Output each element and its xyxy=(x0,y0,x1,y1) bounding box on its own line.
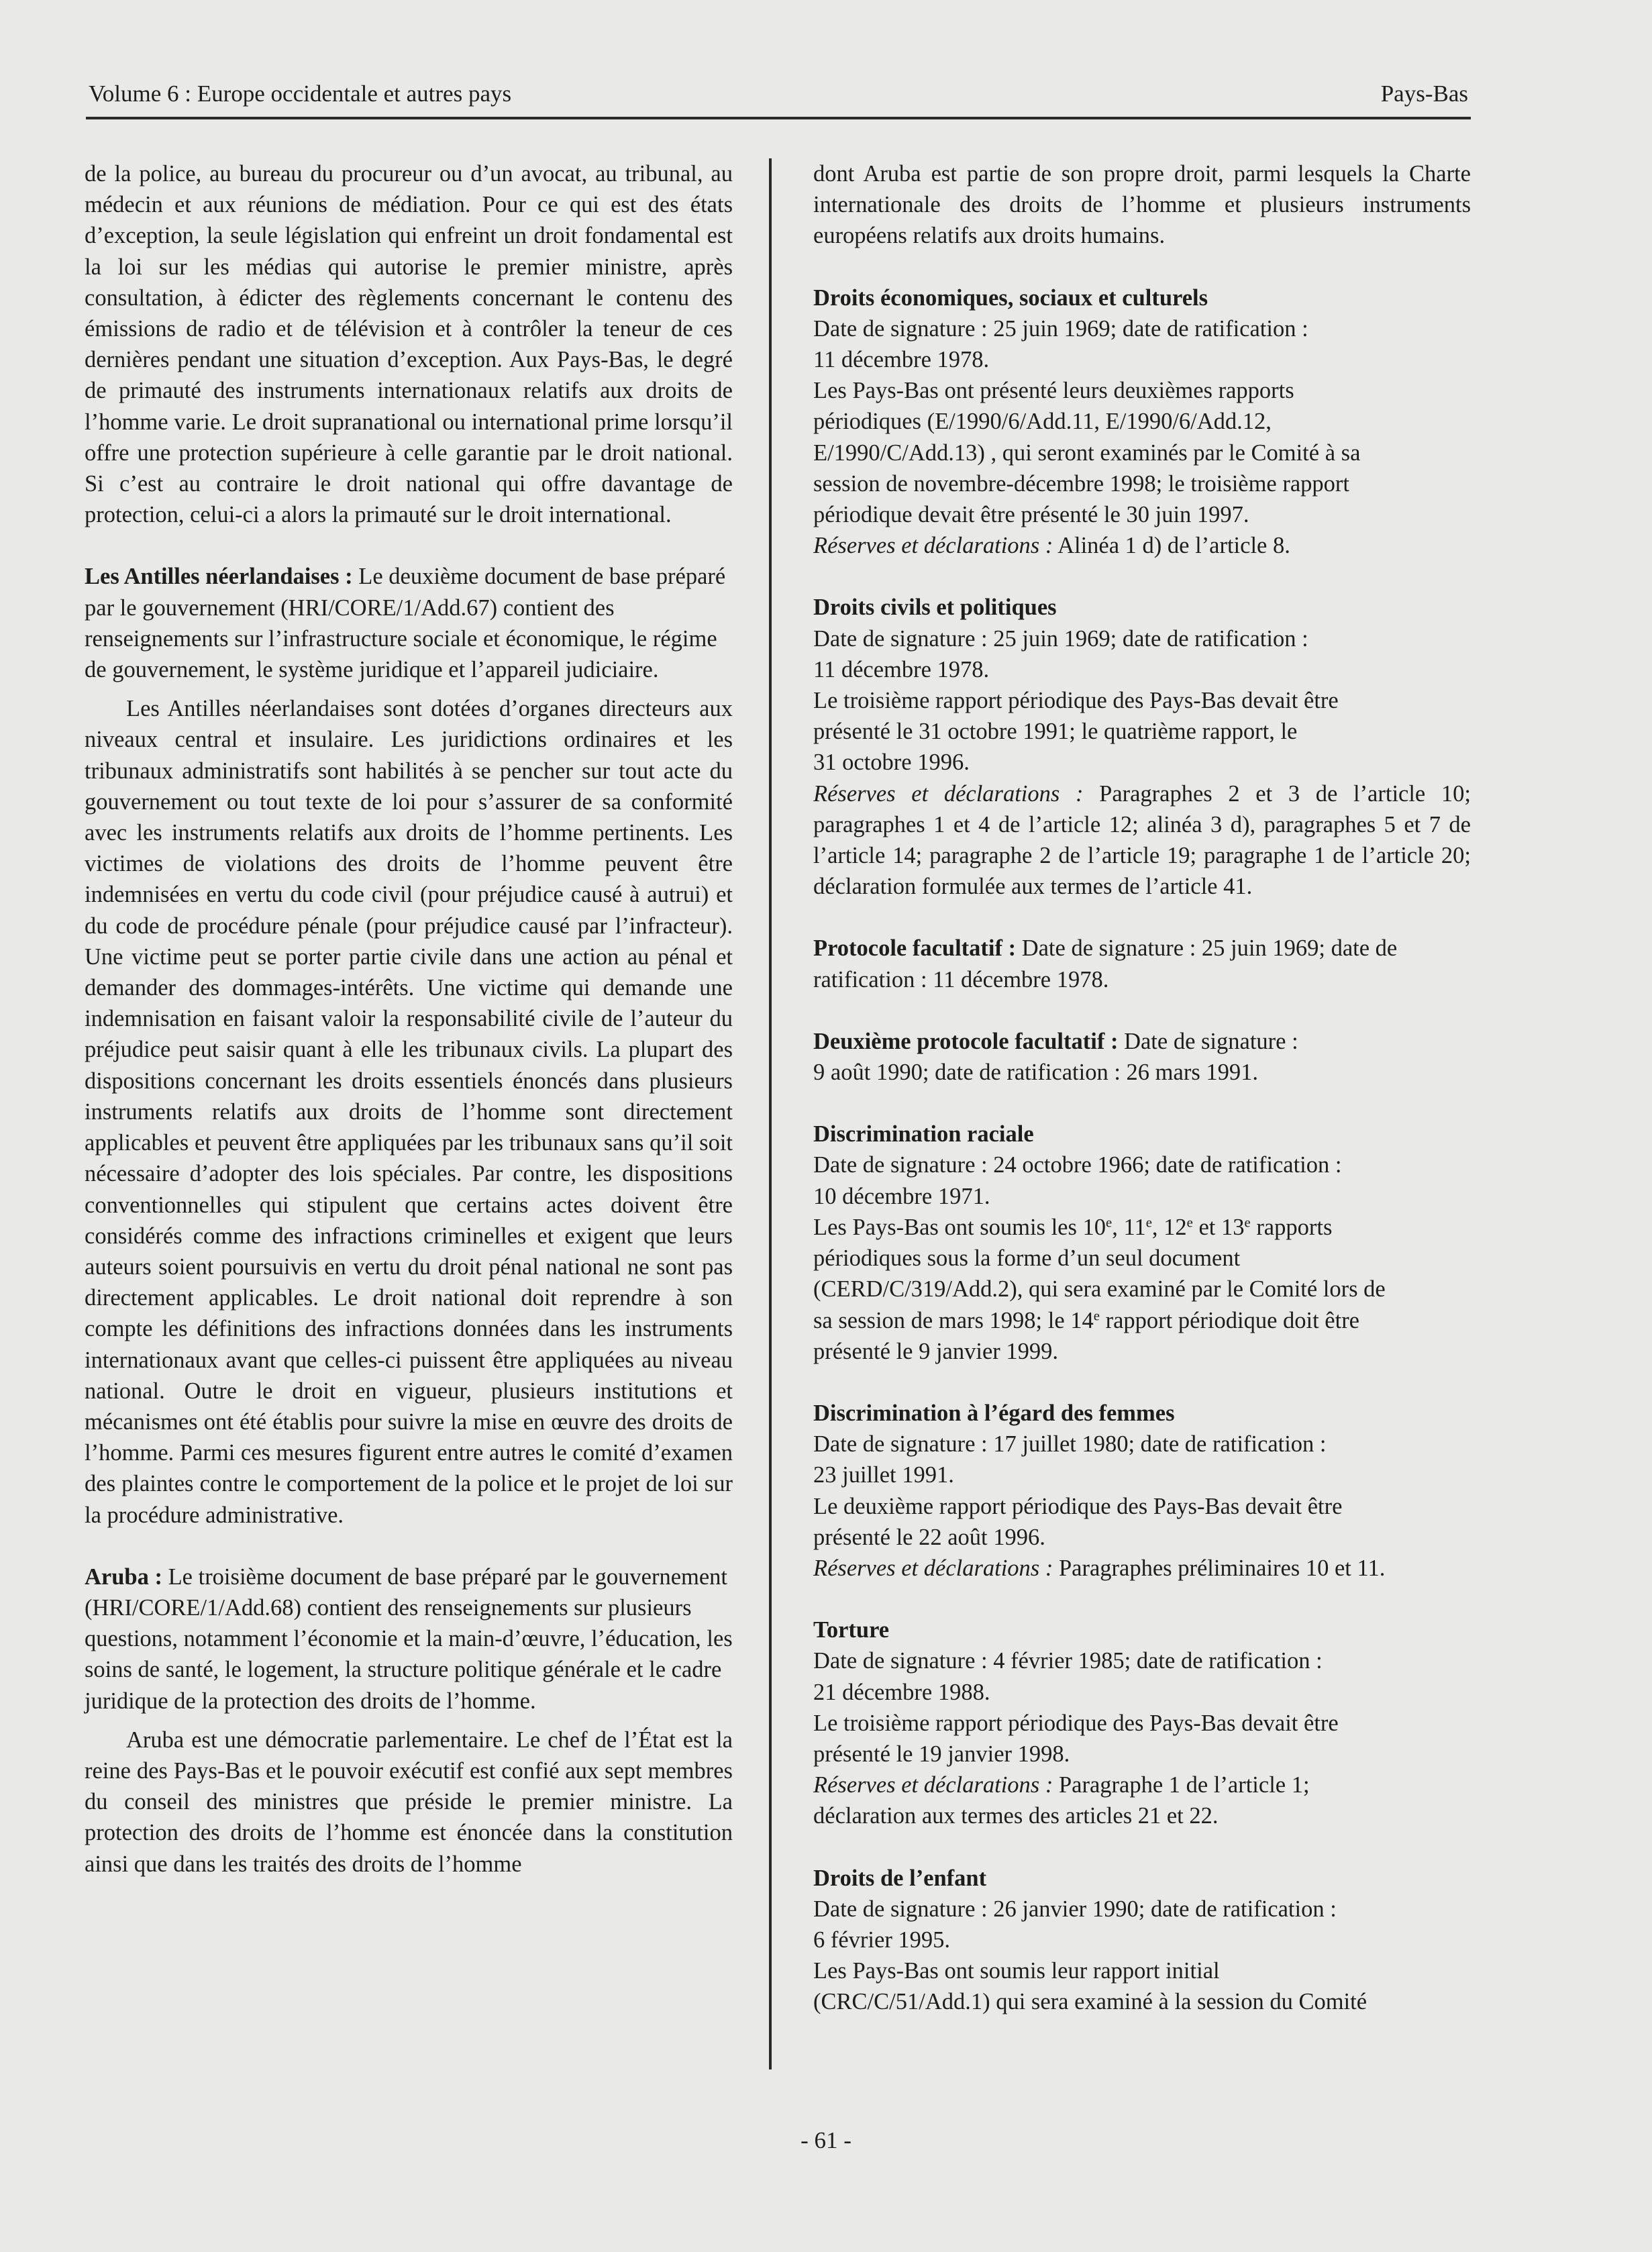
section-heading: Torture xyxy=(813,1617,890,1643)
paragraph-aruba-continued: dont Aruba est partie de son propre droit, parmi lesquels la Charte internationale des droits de l’homme et plusieurs instruments européens relatifs aux droits humains. xyxy=(813,161,1471,249)
page-number: - 61 - xyxy=(801,2127,851,2153)
section-heading: Droits économiques, sociaux et culturels xyxy=(813,285,1208,311)
section-torture: Torture Date de signature : 4 février 1985; date de ratification : 21 décembre 1988. Le troisième rapport périodique des Pays-Bas devait être présenté le 19 janvier 1998. Réserves et déclarations : Paragraphe 1 de l’article 1; déclaration aux termes des articles 21 et 22. xyxy=(813,1617,1339,1829)
section-heading: Deuxième protocole facultatif : xyxy=(813,1028,1119,1054)
header-volume-title: Volume 6 : Europe occidentale et autres pays xyxy=(89,81,512,107)
section-discrimination-women: Discrimination à l’égard des femmes Date de signature : 17 juillet 1980; date de ratification : 23 juillet 1991. Le deuxième rapport périodique des Pays-Bas devait être présenté le 22 août 1996. Réserves et déclarations : Paragraphes préliminaires 10 et 11. xyxy=(813,1400,1386,1581)
aruba-heading: Aruba : xyxy=(85,1564,162,1590)
paragraph-aruba-body: Aruba est une démocratie parlementaire. Le chef de l’État est la reine des Pays-Bas et le pouvoir exécutif est confié aux sept membres du conseil des ministres que préside le premier ministre. La protection des droits de l’homme est énoncée dans la constitution ainsi que dans les traités des droits de l’homme xyxy=(85,1727,733,1877)
reservations-label: Réserves et déclarations : xyxy=(813,1555,1053,1581)
right-column xyxy=(813,158,1471,2018)
section-child-rights: Droits de l’enfant Date de signature : 26 janvier 1990; date de ratification : 6 février 1995. Les Pays-Bas ont soumis leur rapport initial (CRC/C/51/Add.1) qui sera examiné à la session du Comité xyxy=(813,1865,1367,2015)
paragraph-police: de la police, au bureau du procureur ou d’un avocat, au tribunal, au médecin et aux réunions de médiation. Pour ce qui est des états d’exception, la seule législation qui enfreint un droit fondamental est la loi sur les médias qui autorise le premier ministre, après consultation, à édicter des règlements concernant le contenu des émissions de radio et de télévision et à contrôler la teneur de ces dernières pendant une situation d’exception. Aux Pays-Bas, le degré de primauté des instruments internationaux relatifs aux droits de l’homme varie. Le droit supranational ou international prime lorsqu’il offre une protection supérieure à celle garantie par le droit national. Si c’est au contraire le droit national qui offre davantage de protection, celui-ci a alors la primauté sur le droit international. xyxy=(85,161,733,528)
section-economic-rights: Droits économiques, sociaux et culturels Date de signature : 25 juin 1969; date de ratification : 11 décembre 1978. Les Pays-Bas ont présenté leurs deuxièmes rapports périodiques (E/1990/6/Add.11, E/1990/6/Add.12, E/1990/C/Add.13) , qui seront examinés par le Comité à sa session de novembre-décembre 1998; le troisième rapport périodique devait être présenté le 30 juin 1997. Réserves et déclarations : Alinéa 1 d) de l’article 8. xyxy=(813,285,1361,559)
reservations-label: Réserves et déclarations : xyxy=(813,780,1084,807)
section-heading: Protocole facultatif : xyxy=(813,935,1017,962)
section-second-optional-protocol: Deuxième protocole facultatif : Date de signature : 9 août 1990; date de ratification : 26 mars 1991. xyxy=(813,1028,1298,1086)
paragraph-aruba-intro: Aruba : Le troisième document de base préparé par le gouvernement (HRI/CORE/1/Add.68) contient des renseignements sur plusieurs questions, notamment l’économie et la main-d’œuvre, l’éducation, les soins de santé, le logement, la structure politique générale et le cadre juridique de la protection des droits de l’homme. xyxy=(85,1564,733,1714)
section-heading: Droits de l’enfant xyxy=(813,1865,987,1891)
section-optional-protocol: Protocole facultatif : Date de signature : 25 juin 1969; date de ratification : 11 décembre 1978. xyxy=(813,935,1398,992)
reservations-label: Réserves et déclarations : xyxy=(813,533,1053,559)
reservations-label: Réserves et déclarations : xyxy=(813,1772,1053,1798)
column-divider xyxy=(769,158,772,2069)
header-rule xyxy=(86,117,1471,119)
section-heading: Droits civils et politiques xyxy=(813,595,1057,621)
antilles-heading: Les Antilles néerlandaises : xyxy=(85,564,353,590)
section-heading: Discrimination à l’égard des femmes xyxy=(813,1400,1175,1426)
section-racial-discrimination: Discrimination raciale Date de signature : 24 octobre 1966; date de ratification : 10 décembre 1971. Les Pays-Bas ont soumis les 10e, 11e, 12e et 13e rapports périodiques sous la forme d’un seul document (CERD/C/319/Add.2), qui sera examiné par le Comité lors de sa session de mars 1998; le 14e rapport périodique doit être présenté le 9 janvier 1999. xyxy=(813,1121,1386,1364)
paragraph-antilles-intro: Les Antilles néerlandaises : Le deuxième document de base préparé par le gouvernement (HRI/CORE/1/Add.67) contient des renseignements sur l’infrastructure sociale et économique, le régime de gouvernement, le système juridique et l’appareil judiciaire. xyxy=(85,564,726,683)
section-heading: Discrimination raciale xyxy=(813,1121,1034,1147)
section-civil-political-rights: Droits civils et politiques Date de signature : 25 juin 1969; date de ratification : 11 décembre 1978. Le troisième rapport périodique des Pays-Bas devait être présenté le 31 octobre 1991; le quatrième rapport, le 31 octobre 1996. Réserves et déclarations : Paragraphes 2 et 3 de l’article 10; paragraphes 1 et 4 de l’article 12; alinéa 3 d), paragraphes 5 et 7 de l’article 14; paragraphe 2 de l’article 19; paragraphe 1 de l’article 20; déclaration formulée aux termes de l’article 41. xyxy=(813,595,1471,900)
paragraph-antilles-body: Les Antilles néerlandaises sont dotées d’organes directeurs aux niveaux central et insulaire. Les juridictions ordinaires et les tribunaux administratifs sont habilités à se pencher sur tout acte du gouvernement ou tout texte de loi pour s’assurer de sa conformité avec les instruments relatifs aux droits de l’homme pertinents. Les victimes de violations des droits de l’homme peuvent être indemnisées en vertu du code civil (pour préjudice causé à autrui) et du code de procédure pénale (pour préjudice causé par l’infracteur). Une victime peut se porter partie civile dans une action au pénal et demander des dommages-intérêts. Une victime qui demande une indemnisation en faisant valoir la responsabilité civile de l’auteur du préjudice peut saisir quant à elle les tribunaux civils. La plupart des dispositions concernant les droits essentiels énoncés dans plusieurs instruments relatifs aux droits de l’homme sont directement applicables et peuvent être appliquées par les tribunaux sans qu’il soit nécessaire d’adopter des lois spéciales. Par contre, les dispositions conventionnelles qui stipulent que certains actes doivent être considérés comme des infractions criminelles et exigent que leurs auteurs soient poursuivis en vertu du droit pénal national ne sont pas directement applicables. Le droit national doit reprendre à son compte les définitions des infractions données dans les instruments internationaux avant que celles-ci puissent être appliquées au niveau national. Outre le droit en vigueur, plusieurs institutions et mécanismes ont été établis pour suivre la mise en œuvre des droits de l’homme. Parmi ces mesures figurent entre autres le comité d’examen des plaintes contre le comportement de la police et le projet de loi sur la procédure administrative. xyxy=(85,696,733,1528)
header-country: Pays-Bas xyxy=(1380,81,1468,107)
left-column xyxy=(85,158,733,1880)
